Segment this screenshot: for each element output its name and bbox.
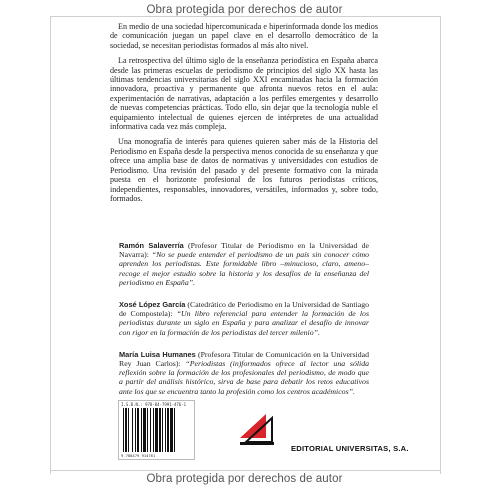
review-affiliation: (Profesora Titular de Comunicación en la Universidad Rey Juan Carlos): <box>119 349 369 369</box>
publisher-logo-icon <box>236 408 276 448</box>
review-affiliation: (Catedrático de Periodismo en la Universidad de Santiago de Compostela): <box>119 300 369 319</box>
blurb-paragraph-3: Una monografía de interés para quienes quieren saber más de la Historia del Periodismo en España desde la perspectiva menos conocida de su enseñanza y que ofrece una amplia base de datos de normativas y universidades con estudios de Periodismo. Una revisión del pasado y del presente formativo con la mirada puesta en el horizonte profesional de los futuros periodistas críticos, independientes, responsables, innovadores, versátiles, informados y, sobre todo, formados. <box>110 137 378 203</box>
review-author: Ramón Salaverría <box>119 241 184 250</box>
blurb-paragraph-1: En medio de una sociedad hipercomunicada e hiperinformada donde los medios de comunicación juegan un papel clave en el desarrollo democrático de la sociedad, se necesitan periodistas formados al más alto nivel. <box>110 22 378 50</box>
review-affiliation: (Profesor Titular de Periodismo en la Universidad de Navarra): <box>119 241 369 260</box>
reviews-section <box>119 241 369 409</box>
review-author: María Luisa Humanes <box>119 349 196 359</box>
logo-base-bar <box>240 442 274 445</box>
isbn-label: I.S.B.N.: 978-84-7991-476-1 <box>121 402 187 407</box>
cover-top-edge <box>50 16 441 17</box>
isbn-digits: 9 788479 914761 <box>121 453 156 458</box>
review-quote: “No se puede entender el periodismo de un país sin conocer cómo aprenden los periodistas. Este formidable libro –minucioso, claro, ameno– recoge el mejor estudio sobre la historia y los desafíos de la enseñanza del periodismo en España”. <box>119 250 369 287</box>
copyright-banner-top: Obra protegida por derechos de autor <box>146 4 343 16</box>
barcode-bars <box>123 408 189 452</box>
blurb-paragraph-2: La retrospectiva del último siglo de la enseñanza periodística en España abarca desde las primeras escuelas de periodismo de principios del siglo XX hasta las últimas tendencias universitarias del siglo XXI encaminadas hacia la formación innovadora, proactiva y permanente que afronta nuevos retos en el aula: experimentación de narrativas, adaptación a los perfiles emergentes y desarrollo de nuevas competencias prácticas. Todo ello, sin dejar que la tecnología nuble el equipamiento intelectual de quienes ejercen de intérpretes de una actualidad informativa cada vez más compleja. <box>110 56 378 132</box>
review-author: Xosé López García <box>119 300 186 310</box>
barcode <box>118 400 195 460</box>
publisher-name: EDITORIAL UNIVERSITAS, S.A. <box>291 444 409 453</box>
cover-bottom-edge <box>50 470 441 471</box>
blurb-text <box>110 22 378 209</box>
review-quote: “Un libro referencial para entender la formación de los periodistas durante un siglo en España y para analizar el desafío de innovar con rigor en la formación de los periodistas del tercer milenio”. <box>119 309 369 337</box>
review-2 <box>119 300 369 337</box>
review-1 <box>119 241 369 287</box>
review-3 <box>119 350 369 396</box>
review-quote: “Periodistas (in)formados ofrece al lector una sólida reflexión sobre la formación de los profesionales del periodismo, de modo que a partir del análisis histórico, sirva de base para debatir los retos educativos ante los que se encuentra tanto la profesión como los centros académicos”. <box>119 359 369 396</box>
copyright-banner-bottom: Obra protegida por derechos de autor <box>146 473 343 485</box>
